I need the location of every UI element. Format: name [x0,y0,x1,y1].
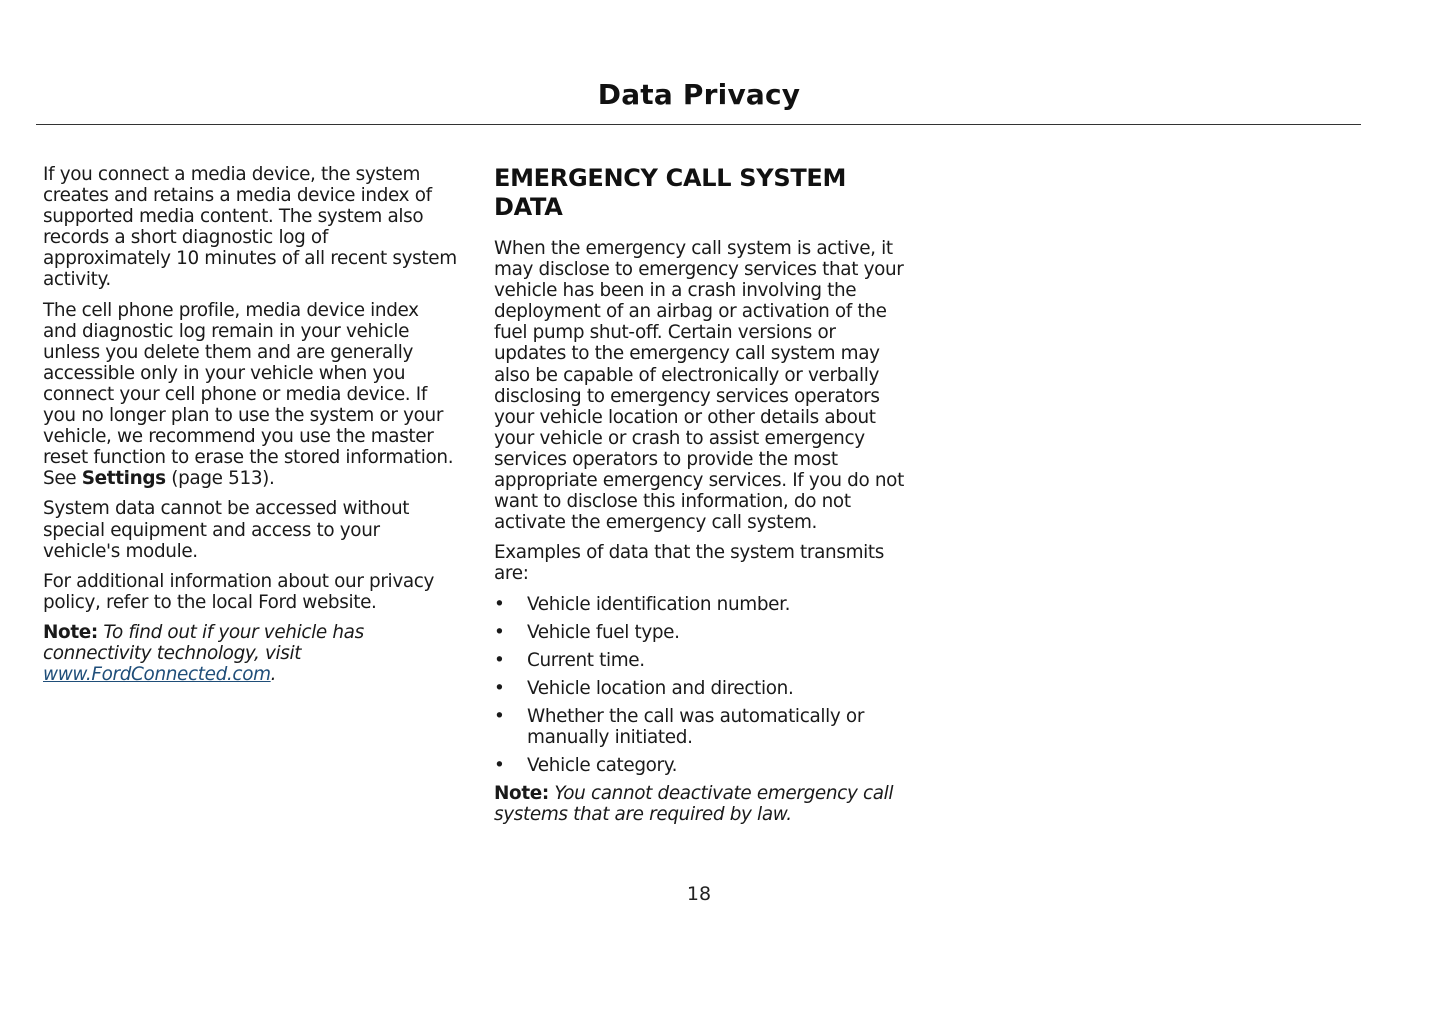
paragraph-cell-phone-profile [43,300,457,490]
note-label: Note: [494,783,549,805]
paragraph-privacy-policy: For additional information about our privacy policy, refer to the local Ford website. [43,570,435,613]
page-number: 18 [686,883,712,905]
bullet-icon: • [494,649,505,671]
bullet-icon: • [494,677,505,699]
bullet-icon: • [494,621,505,643]
list-item [494,650,908,671]
list-item-text: Whether the call was automatically or manually initiated. [527,705,865,748]
paragraph-system-data-access: System data cannot be accessed without special equipment and access to your vehicle's module. [43,498,410,562]
left-column [43,164,457,694]
paragraph-cell-phone-profile-text: The cell phone profile, media device index and diagnostic log remain in your vehicle unless you delete them and are generally accessible only in your vehicle when you connect your cell phone or media device. If you no longer plan to use the system or your vehicle, we recommend you use the master reset function to erase the stored information. See [43,299,454,490]
middle-column [494,164,908,834]
title-divider [36,124,1361,125]
ford-connected-link[interactable]: www.FordConnected.com [43,664,271,686]
list-item-text: Vehicle fuel type. [527,621,680,643]
list-item-text: Vehicle location and direction. [527,677,794,699]
settings-page-ref: (page 513). [165,468,275,490]
bullet-icon: • [494,705,505,727]
list-item [494,678,908,699]
note-connectivity-text: To find out if your vehicle has connectivity technology, visit [43,621,364,664]
bullet-icon: • [494,755,505,777]
list-item [494,706,908,748]
note-emergency-call-text: You cannot deactivate emergency call systems that are required by law. [494,783,894,826]
list-item-text: Vehicle category. [527,755,678,777]
transmitted-data-list [494,594,908,777]
list-item-text: Vehicle identification number. [527,593,791,615]
page-title: Data Privacy [597,78,801,111]
list-item [494,622,908,643]
note-emergency-call [494,783,908,825]
list-item-text: Current time. [527,649,645,671]
note-label: Note: [43,621,98,643]
settings-link[interactable]: Settings [81,468,166,490]
list-item [494,755,908,776]
paragraph-media-device: If you connect a media device, the system creates and retains a media device index of supported media content. The system also records a short diagnostic log of approximately 10 minutes of all recent system activity. [43,164,457,291]
paragraph-emergency-call: When the emergency call system is active, it may disclose to emergency services that your vehicle has been in a crash involving the deployment of an airbag or activation of the fuel pump shut-off. Certain versions or updates to the emergency call system may also be capable of electronically or verbally disclosing to emergency services operators your vehicle location or other details about your vehicle or crash to assist emergency services operators to provide the most appropriate emergency services. If you do not want to disclose this information, do not activate the emergency call system. [494,238,904,534]
bullet-icon: • [494,593,505,615]
list-item [494,594,908,615]
note-connectivity [43,622,457,685]
note-connectivity-end: . [270,664,277,686]
paragraph-data-examples: Examples of data that the system transmits are: [494,542,885,585]
section-heading-emergency-call: EMERGENCY CALL SYSTEM DATA [494,164,847,221]
